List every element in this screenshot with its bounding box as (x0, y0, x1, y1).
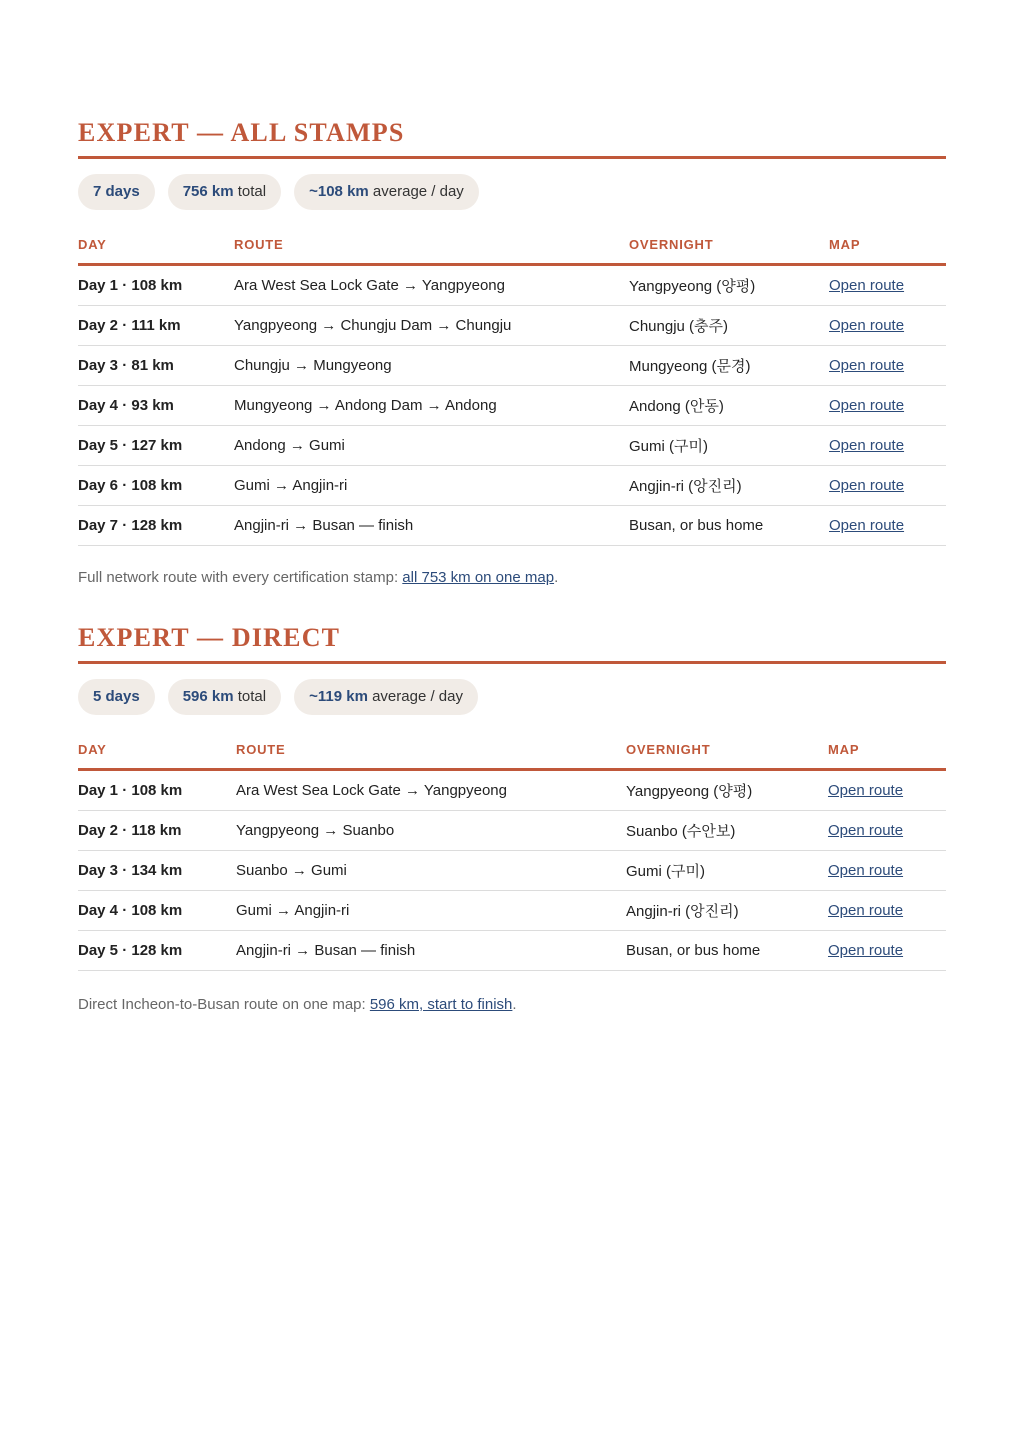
table-row (78, 850, 946, 890)
total-distance-pill (168, 679, 281, 715)
itinerary-table (78, 742, 946, 971)
pill-value: ~119 km (309, 687, 368, 705)
header-route: ROUTE (236, 742, 626, 770)
day-cell: Day 1 · 108 km (78, 769, 236, 810)
table-row (78, 465, 946, 505)
header-route: ROUTE (234, 237, 629, 265)
map-cell (829, 345, 946, 385)
table-row (78, 890, 946, 930)
pill-value: 7 days (93, 182, 140, 200)
map-cell (828, 850, 946, 890)
day-cell: Day 5 · 128 km (78, 930, 236, 970)
pill-value: 596 km (182, 687, 234, 705)
map-cell (828, 890, 946, 930)
day-cell: Day 4 · 93 km (78, 385, 234, 425)
table-row (78, 810, 946, 850)
open-route-link[interactable]: Open route (828, 781, 904, 799)
table-row (78, 425, 946, 465)
direct-route-note (78, 996, 946, 1013)
day-cell: Day 2 · 111 km (78, 305, 234, 345)
header-map: MAP (829, 237, 946, 265)
table-header-row (78, 237, 946, 265)
map-cell (828, 930, 946, 970)
table-header-row (78, 742, 946, 770)
header-day: DAY (78, 742, 236, 770)
network-route-note (78, 569, 946, 586)
table-row (78, 930, 946, 970)
table-row (78, 505, 946, 545)
note-text: Direct Incheon-to-Busan route on one map: (78, 995, 370, 1013)
header-overnight: OVERNIGHT (629, 237, 829, 265)
overnight-cell: Gumi (구미) (626, 850, 828, 890)
route-cell: Ara West Sea Lock Gate → Yangpyeong (234, 264, 629, 305)
open-route-link[interactable]: Open route (829, 276, 905, 294)
day-cell: Day 7 · 128 km (78, 505, 234, 545)
map-cell (829, 385, 946, 425)
table-row (78, 385, 946, 425)
header-map: MAP (828, 742, 946, 770)
day-cell: Day 3 · 81 km (78, 345, 234, 385)
route-cell: Gumi → Angjin-ri (234, 465, 629, 505)
total-distance-pill (168, 174, 281, 210)
section-title: EXPERT — ALL STAMPS (78, 118, 946, 159)
day-cell: Day 1 · 108 km (78, 264, 234, 305)
overnight-cell: Yangpyeong (양평) (626, 769, 828, 810)
map-cell (829, 465, 946, 505)
open-route-link[interactable]: Open route (828, 821, 904, 839)
open-route-link[interactable]: Open route (828, 901, 904, 919)
overnight-cell: Angjin-ri (앙진리) (626, 890, 828, 930)
overnight-cell: Busan, or bus home (629, 505, 829, 545)
pill-suffix: total (233, 687, 267, 705)
header-day: DAY (78, 237, 234, 265)
days-pill (78, 679, 155, 715)
note-end: . (554, 568, 559, 586)
summary-pills (78, 679, 946, 715)
route-cell: Angjin-ri → Busan — finish (236, 930, 626, 970)
overnight-cell: Suanbo (수안보) (626, 810, 828, 850)
section-title: EXPERT — DIRECT (78, 623, 946, 664)
map-cell (829, 425, 946, 465)
map-cell (828, 810, 946, 850)
section-expert-direct (78, 623, 946, 1013)
map-cell (829, 264, 946, 305)
pill-suffix: average / day (368, 182, 464, 200)
day-cell: Day 2 · 118 km (78, 810, 236, 850)
header-overnight: OVERNIGHT (626, 742, 828, 770)
map-cell (828, 769, 946, 810)
open-route-link[interactable]: Open route (829, 316, 905, 334)
overnight-cell: Gumi (구미) (629, 425, 829, 465)
day-cell: Day 3 · 134 km (78, 850, 236, 890)
note-text: Full network route with every certification stamp: (78, 568, 403, 586)
map-cell (829, 505, 946, 545)
route-cell: Yangpyeong → Chungju Dam → Chungju (234, 305, 629, 345)
route-cell: Mungyeong → Andong Dam → Andong (234, 385, 629, 425)
day-cell: Day 6 · 108 km (78, 465, 234, 505)
days-pill (78, 174, 155, 210)
itinerary-rows (78, 264, 946, 545)
open-route-link[interactable]: Open route (829, 476, 905, 494)
open-route-link[interactable]: Open route (828, 861, 904, 879)
route-cell: Suanbo → Gumi (236, 850, 626, 890)
route-cell: Andong → Gumi (234, 425, 629, 465)
itinerary-rows (78, 769, 946, 970)
overnight-cell: Mungyeong (문경) (629, 345, 829, 385)
overnight-cell: Chungju (충주) (629, 305, 829, 345)
table-row (78, 305, 946, 345)
full-network-map-link[interactable]: all 753 km on one map (402, 568, 555, 586)
table-row (78, 264, 946, 305)
itinerary-table (78, 237, 946, 546)
map-cell (829, 305, 946, 345)
open-route-link[interactable]: Open route (829, 516, 905, 534)
route-cell: Ara West Sea Lock Gate → Yangpyeong (236, 769, 626, 810)
overnight-cell: Yangpyeong (양평) (629, 264, 829, 305)
open-route-link[interactable]: Open route (828, 941, 904, 959)
direct-route-map-link[interactable]: 596 km, start to finish (369, 995, 513, 1013)
route-cell: Yangpyeong → Suanbo (236, 810, 626, 850)
pill-suffix: average / day (367, 687, 463, 705)
open-route-link[interactable]: Open route (829, 356, 905, 374)
average-distance-pill (294, 679, 478, 715)
table-row (78, 769, 946, 810)
section-expert-all-stamps (78, 118, 946, 586)
note-end: . (512, 995, 517, 1013)
overnight-cell: Busan, or bus home (626, 930, 828, 970)
average-distance-pill (294, 174, 479, 210)
day-cell: Day 4 · 108 km (78, 890, 236, 930)
pill-suffix: total (233, 182, 267, 200)
overnight-cell: Angjin-ri (앙진리) (629, 465, 829, 505)
summary-pills (78, 174, 946, 210)
open-route-link[interactable]: Open route (829, 396, 905, 414)
open-route-link[interactable]: Open route (829, 436, 905, 454)
pill-value: ~108 km (309, 182, 369, 200)
pill-value: 756 km (182, 182, 234, 200)
route-cell: Angjin-ri → Busan — finish (234, 505, 629, 545)
pill-value: 5 days (93, 687, 140, 705)
overnight-cell: Andong (안동) (629, 385, 829, 425)
table-row (78, 345, 946, 385)
route-cell: Gumi → Angjin-ri (236, 890, 626, 930)
day-cell: Day 5 · 127 km (78, 425, 234, 465)
route-cell: Chungju → Mungyeong (234, 345, 629, 385)
